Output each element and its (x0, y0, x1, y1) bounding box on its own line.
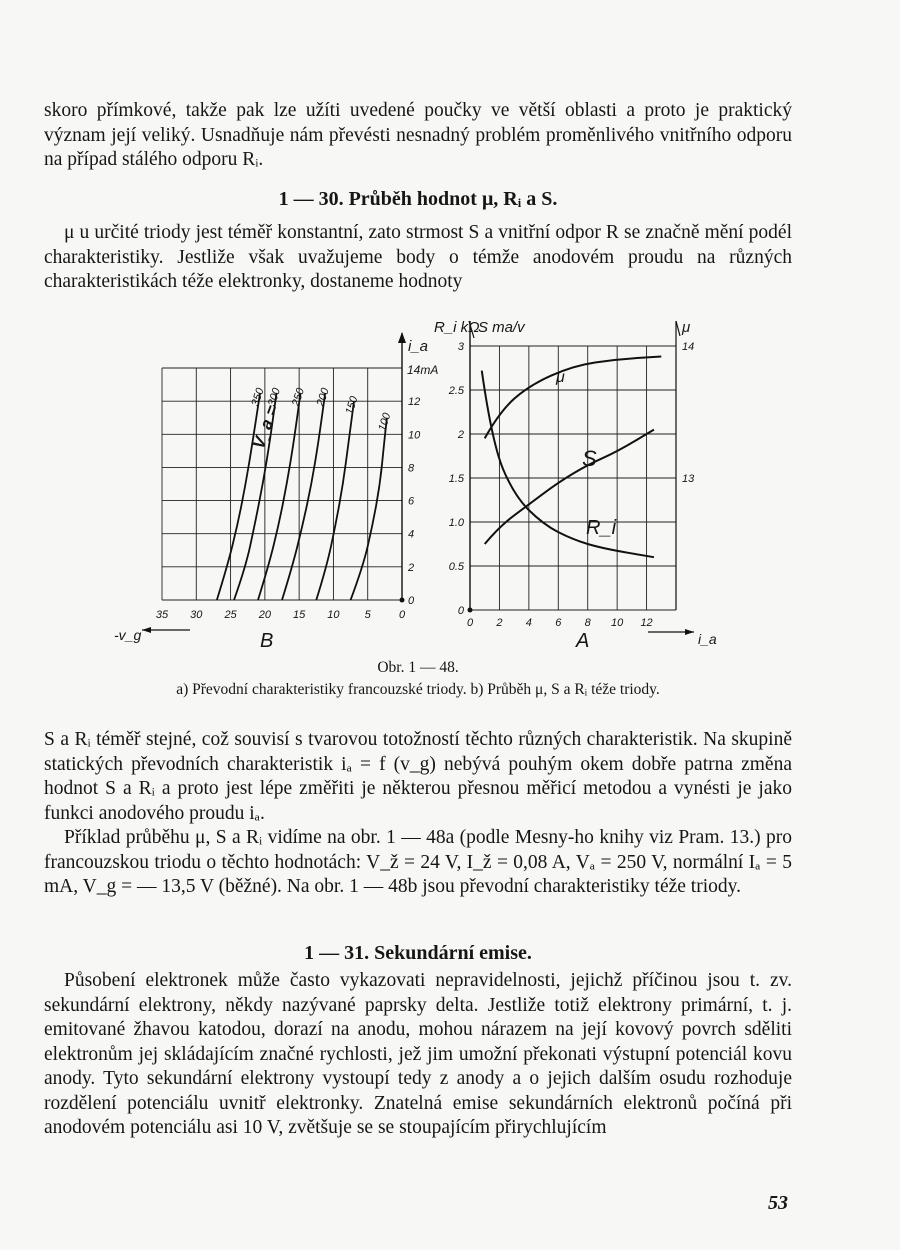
y-tick-label: 6 (408, 495, 415, 508)
paragraph-5: Působení elektronek může často vykazovati nepravidelnosti, jejichž příčinou jsou t. zv. sekundární elektrony, někdy nazývané paprsky delta. Jestliže totiž elektrony primární, t. j. emitované žhavou katodou, dorazí na anodu, mohou nárazem na její kovový povrch sděliti elektronům jej skládajícím značné rychlosti, jež jim umožní překonati výstupní potenciál kovu anody. Tyto sekundární elektrony vystoupí tedy z anody a o jejich dalším osudu rozhoduje rozdělení potenciálu uvnitř elektronky. Znatelná emise sekundárních elektronů počíná při anodovém potenciálu asi 10 V, zvětšuje se se stoupajícím přirychlujícím (44, 970, 792, 1138)
x-axis-label: -v_g (114, 627, 142, 643)
series-va-100 (351, 418, 387, 600)
series-label-350: 350 (249, 386, 267, 408)
y-tick-label-left: 1.0 (448, 517, 464, 529)
x-tick-label: 12 (640, 617, 653, 629)
figure-caption: a) Převodní charakteristiky francouzské triody. b) Průběh μ, S a Rᵢ téže triody. (176, 681, 660, 698)
figure-label: Obr. 1 — 48. (377, 659, 459, 676)
x-tick-label: 2 (496, 617, 503, 629)
page-number: 53 (768, 1192, 788, 1214)
paragraph-1: skoro přímkové, takže pak lze užíti uvedené poučky ve větší oblasti a proto je praktický význam její veliký. Usnadňuje nám převésti nesnadný problém proměnlivého vnitřního odporu na případ stálého odporu Rᵢ. (44, 100, 792, 170)
y-tick-label-right: 14 (682, 341, 695, 353)
panel-label-a: A (576, 630, 590, 652)
y-tick-label-left: 1.5 (448, 473, 464, 485)
panel-label-b: B (260, 630, 274, 652)
x-tick-label: 10 (327, 609, 340, 621)
series-μ (485, 357, 662, 439)
y-tick-label-left: 0 (457, 605, 464, 617)
series-label-150: 150 (343, 394, 361, 417)
y-tick-label: 2 (408, 561, 415, 574)
x-tick-label: 15 (293, 609, 306, 621)
series-label-300: 300 (265, 386, 284, 408)
figure-1-48 (100, 310, 740, 655)
series-label-ri: R_i (586, 517, 617, 539)
x-tick-label: 4 (525, 617, 532, 629)
x-tick-label: 6 (555, 617, 562, 629)
series-label-200: 200 (314, 386, 332, 408)
y-tick-label-left: 3 (457, 341, 464, 353)
chart-a-mu-s-ri (434, 319, 717, 652)
y-axis-label-ri: R_i kΩ (434, 319, 480, 336)
series-label-100: 100 (376, 411, 394, 433)
x-tick-label: 0 (398, 609, 406, 621)
section-heading-1-31: 1 — 31. Sekundární emise. (304, 942, 532, 964)
paragraph-2: μ u určité triody jest téměř konstantní, zato strmost S a vnitřní odpor R se značně mění podél charakteristiky. Jestliže však uvažujeme body o témže anodovém proudu na různých charakteristikách téže elektronky, dostaneme hodnoty (44, 222, 792, 292)
y-tick-label: 8 (408, 462, 415, 475)
y-axis-arrow (398, 332, 406, 343)
y-tick-label: 10 (408, 429, 421, 442)
y-axis-label-mu: μ (682, 319, 691, 336)
x-axis-arrow-head (685, 629, 694, 635)
x-tick-label: 20 (258, 609, 271, 621)
y-axis-label-unit: 14mA (407, 363, 439, 377)
y-tick-label-left: 0.5 (448, 561, 464, 573)
origin-dot (400, 598, 405, 603)
x-tick-label: 35 (155, 609, 169, 621)
series-S (485, 430, 654, 544)
y-tick-label: 0 (408, 595, 415, 607)
y-tick-label-right: 13 (682, 473, 695, 485)
y-tick-label-left: 2.5 (448, 385, 464, 397)
y-axis-label-ia: i_a (408, 338, 429, 355)
chart-b-transfer-characteristics (114, 332, 438, 652)
origin-dot (468, 608, 473, 613)
y-tick-label-left: 2 (457, 429, 464, 441)
series-label-s: S (582, 446, 597, 471)
x-axis-label: i_a (698, 631, 717, 647)
y-tick-label: 4 (408, 528, 415, 541)
section-heading-1-30: 1 — 30. Průběh hodnot μ, Rᵢ a S. (278, 188, 558, 210)
x-axis-arrow-head (142, 627, 151, 633)
x-tick-label: 8 (584, 617, 591, 629)
series-label-mu: μ (556, 369, 565, 386)
paragraph-3: S a Rᵢ téměř stejné, což souvisí s tvarovou totožností těchto různých charakteristik. Na skupině statických převodních charakteristik iₐ = f (v_g) nebývá pouhým okem dobře patrna změna hodnot S a Rᵢ a proto jest lépe změřiti je některou přesnou měřicí metodou a vynésti je jako funkci anodového proudu iₐ. (44, 729, 792, 824)
paragraph-4: Příklad průběhu μ, S a Rᵢ vidíme na obr. 1 — 48a (podle Mesny-ho knihy viz Pram. 13.) pro francouzskou triodu o těchto hodnotách: V_ž = 24 V, I_ž = 0,08 A, Vₐ = 250 V, normální Iₐ = 5 mA, V_g = — 13,5 V (běžné). Na obr. 1 — 48b jsou převodní charakteristiky téže triody. (44, 827, 792, 897)
series-label-250: 250 (289, 386, 308, 408)
x-tick-label: 0 (466, 617, 474, 629)
x-tick-label: 5 (364, 609, 371, 621)
x-tick-label: 30 (190, 609, 203, 621)
series-va-200 (282, 393, 325, 600)
series-va-350 (217, 393, 260, 600)
y-axis-label-s: S ma/v (478, 319, 525, 336)
x-tick-label: 25 (224, 609, 237, 621)
x-tick-label: 10 (611, 617, 624, 629)
series-R-i (482, 371, 654, 558)
y-tick-label: 12 (408, 396, 421, 409)
family-label-va: V_a = (248, 402, 283, 452)
